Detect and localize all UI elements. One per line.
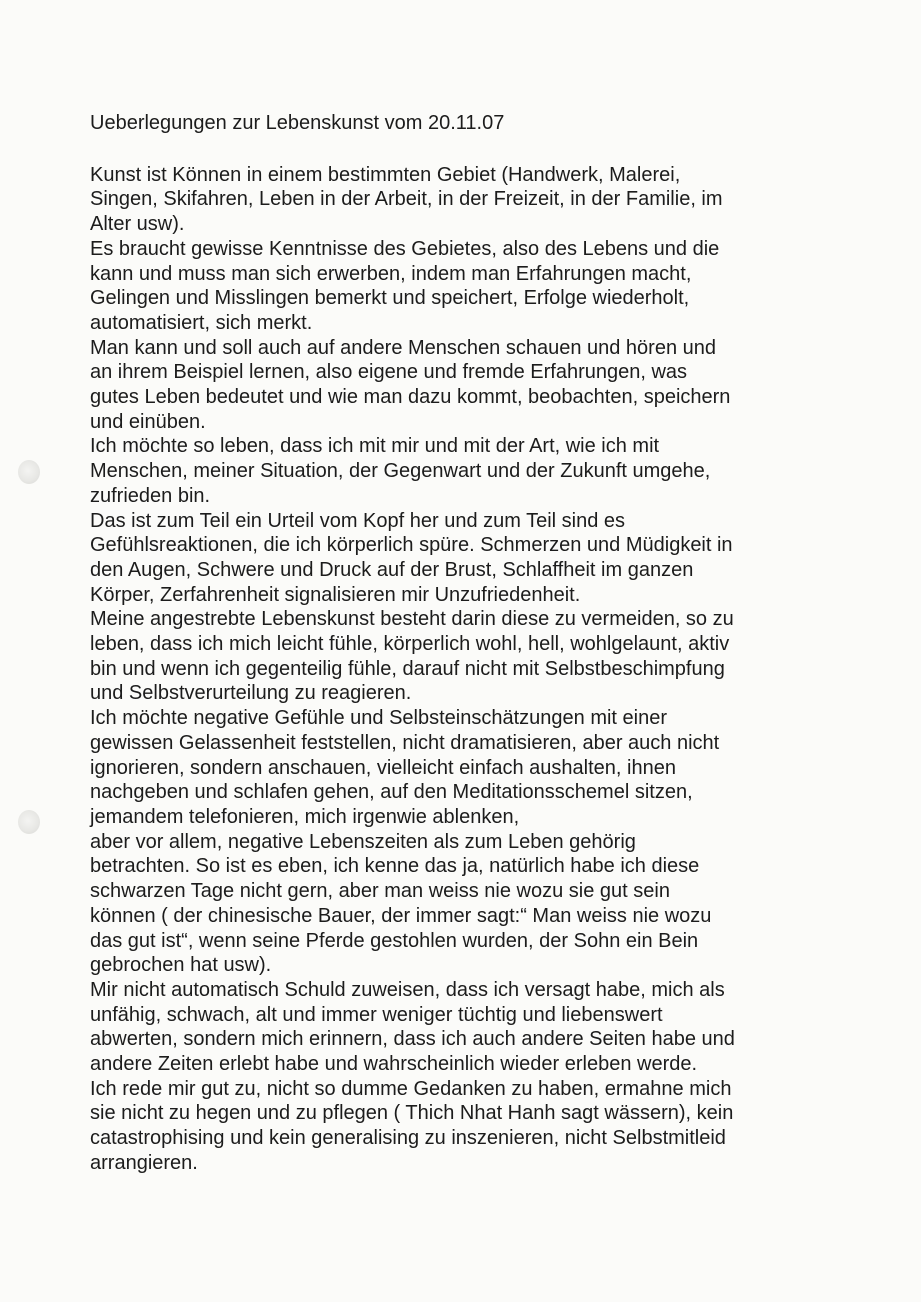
text-line: leben, dass ich mich leicht fühle, körperlich wohl, hell, wohlgelaunt, aktiv: [90, 633, 730, 656]
text-line: gewissen Gelassenheit feststellen, nicht dramatisieren, aber auch nicht: [90, 731, 720, 754]
text-line: ignorieren, sondern anschauen, vielleicht einfach aushalten, ihnen: [90, 756, 676, 779]
text-line: zufrieden bin.: [90, 484, 211, 507]
text-line: das gut ist“, wenn seine Pferde gestohlen wurden, der Sohn ein Bein: [90, 929, 699, 952]
text-line: catastrophising und kein generalising zu inszenieren, nicht Selbstmitleid: [90, 1127, 726, 1150]
text-line: gutes Leben bedeutet und wie man dazu kommt, beobachten, speichern: [90, 386, 731, 409]
text-line: betrachten. So ist es eben, ich kenne das ja, natürlich habe ich diese: [90, 855, 700, 878]
text-line: Ich rede mir gut zu, nicht so dumme Gedanken zu haben, ermahne mich: [90, 1077, 732, 1100]
text-line: an ihrem Beispiel lernen, also eigene und fremde Erfahrungen, was: [90, 361, 688, 384]
text-line: Meine angestrebte Lebenskunst besteht darin diese zu vermeiden, so zu: [90, 608, 734, 631]
text-line: automatisiert, sich merkt.: [90, 311, 313, 334]
text-line: kann und muss man sich erwerben, indem man Erfahrungen macht,: [90, 262, 692, 285]
document-body: [90, 111, 840, 1176]
text-line: unfähig, schwach, alt und immer weniger tüchtig und liebenswert: [90, 1003, 663, 1026]
text-line: Ich möchte negative Gefühle und Selbsteinschätzungen mit einer: [90, 707, 668, 730]
text-line: Kunst ist Können in einem bestimmten Gebiet (Handwerk, Malerei,: [90, 163, 681, 186]
text-line: Körper, Zerfahrenheit signalisieren mir Unzufriedenheit.: [90, 583, 581, 606]
text-line: andere Zeiten erlebt habe und wahrscheinlich wieder erleben werde.: [90, 1053, 698, 1076]
text-line: gebrochen hat usw).: [90, 954, 272, 977]
text-line: Gelingen und Misslingen bemerkt und speichert, Erfolge wiederholt,: [90, 287, 690, 310]
text-line: Gefühlsreaktionen, die ich körperlich spüre. Schmerzen und Müdigkeit in: [90, 534, 733, 557]
text-line: Singen, Skifahren, Leben in der Arbeit, in der Freizeit, in der Familie, im: [90, 188, 723, 211]
text-line: Das ist zum Teil ein Urteil vom Kopf her und zum Teil sind es: [90, 509, 626, 532]
text-line: Es braucht gewisse Kenntnisse des Gebietes, also des Lebens und die: [90, 237, 720, 260]
text-line: und einüben.: [90, 410, 206, 433]
text-line: Alter usw).: [90, 213, 185, 236]
text-line: nachgeben und schlafen gehen, auf den Meditationsschemel sitzen,: [90, 781, 693, 804]
text-line: aber vor allem, negative Lebenszeiten als zum Leben gehörig: [90, 830, 636, 853]
text-line: jemandem telefonieren, mich irgenwie ablenken,: [90, 805, 520, 828]
document-title: Ueberlegungen zur Lebenskunst vom 20.11.07: [90, 112, 505, 134]
text-line: sie nicht zu hegen und zu pflegen ( Thich Nhat Hanh sagt wässern), kein: [90, 1102, 734, 1125]
text-line: schwarzen Tage nicht gern, aber man weiss nie wozu sie gut sein: [90, 880, 670, 903]
text-line: Mir nicht automatisch Schuld zuweisen, dass ich versagt habe, mich als: [90, 978, 725, 1001]
text-line: und Selbstverurteilung zu reagieren.: [90, 682, 412, 705]
text-line: Man kann und soll auch auf andere Menschen schauen und hören und: [90, 336, 717, 359]
punch-hole-mark: [18, 810, 40, 834]
text-line: den Augen, Schwere und Druck auf der Brust, Schlaffheit im ganzen: [90, 558, 694, 581]
text-line: bin und wenn ich gegenteilig fühle, darauf nicht mit Selbstbeschimpfung: [90, 657, 725, 680]
text-line: abwerten, sondern mich erinnern, dass ich auch andere Seiten habe und: [90, 1028, 735, 1051]
document-text: [90, 163, 840, 1176]
text-line: können ( der chinesische Bauer, der immer sagt:“ Man weiss nie wozu: [90, 904, 712, 927]
text-line: arrangieren.: [90, 1151, 198, 1174]
punch-hole-mark: [18, 460, 40, 484]
text-line: Menschen, meiner Situation, der Gegenwart und der Zukunft umgehe,: [90, 460, 711, 483]
text-line: Ich möchte so leben, dass ich mit mir und mit der Art, wie ich mit: [90, 435, 660, 458]
